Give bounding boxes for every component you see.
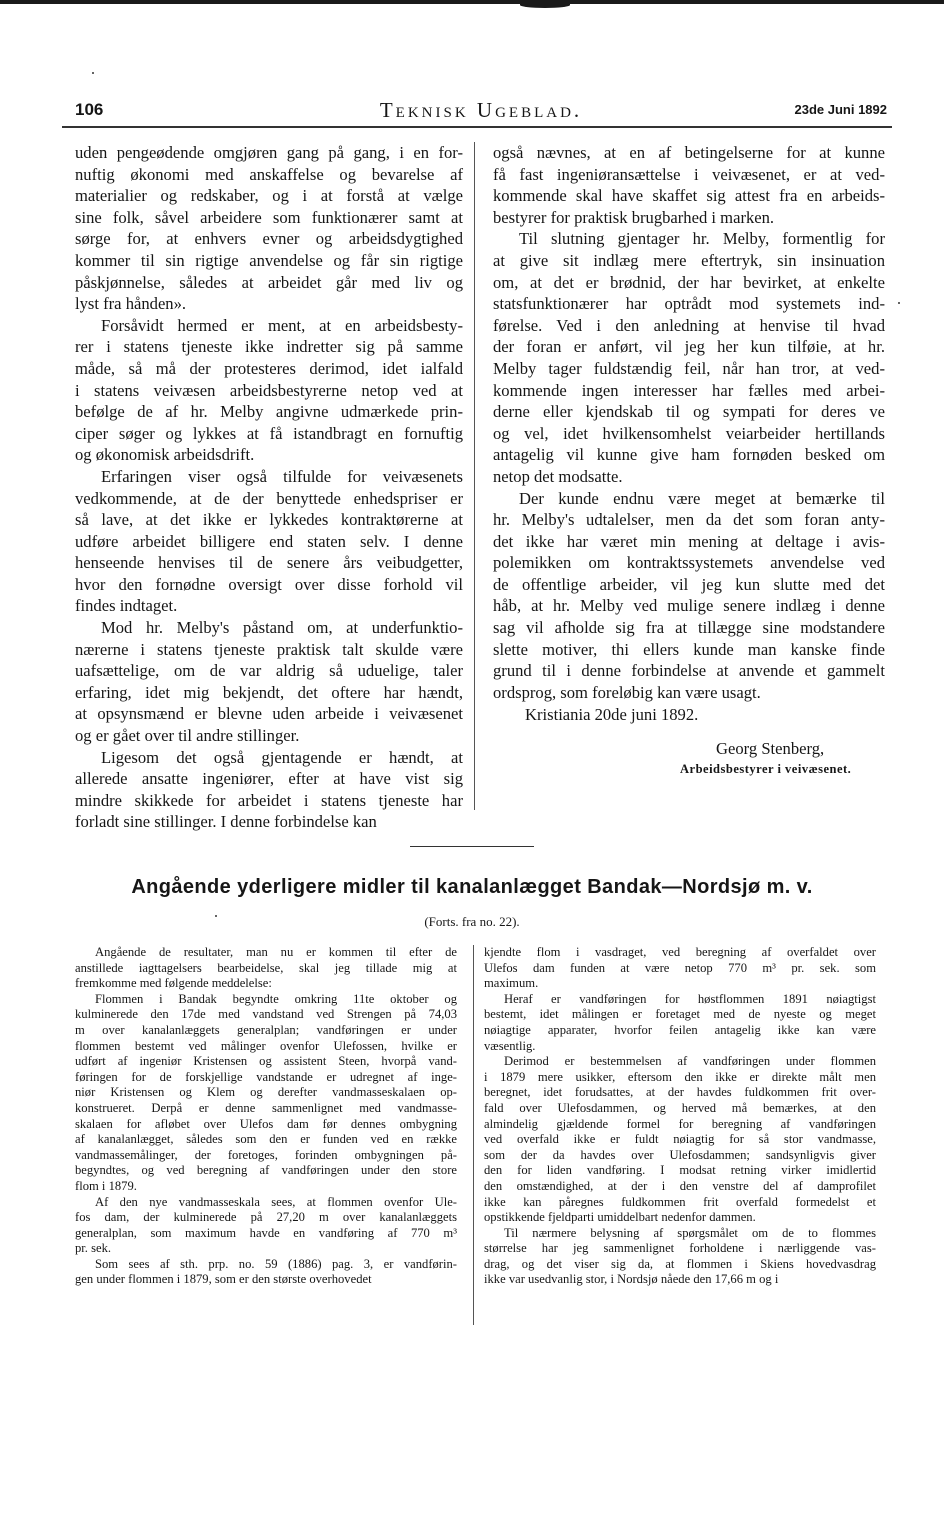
text-line: at opsynsmænd er blevne uden arbeide i veivæsenet: [75, 704, 463, 724]
paragraph: [484, 992, 876, 1054]
text-line: om, at det er brødnid, der har bevirket, at enkelte: [493, 272, 885, 292]
text-line: drag, og det viser sig da, at flommen i Skiens hovedvasdrag: [484, 1256, 876, 1271]
text-line: materialier og redskaber, og i at forstå at vælge: [75, 186, 463, 206]
text-line: Af den nye vandmasseskala sees, at flommen ovenfor Ule-: [95, 1194, 457, 1209]
text-line: grund til i denne forbindelse at anvende et gammelt: [493, 661, 885, 681]
paragraph: [75, 1257, 457, 1288]
text-line: førelse. Ved i den anledning at henvise til hvad: [493, 315, 885, 335]
text-line: sag vil afholde sig fra at tillægge sine modstandere: [493, 618, 885, 638]
text-line: allerede ansatte ingeniører, efter at have vist sig: [75, 769, 463, 789]
text-line: begyndtes, og ved beregning af vandføringen under den store: [75, 1163, 457, 1178]
author-signature: Georg Stenberg,: [716, 739, 825, 758]
text-line: Angående de resultater, man nu er kommen til efter de: [95, 945, 457, 959]
text-line: polemikken om kontraktssystemets anvendelse ved: [493, 553, 885, 573]
text-line: Melby tager fuldstændig feil, når han tror, at ved-: [493, 358, 885, 378]
paragraph: [75, 1195, 457, 1257]
scan-speck: [215, 915, 217, 917]
text-line: niør Kristensen og Klem og derefter vandmasseskalaen op-: [75, 1085, 457, 1100]
text-line: statsfunktionærer har optrådt mod systemets ind-: [493, 294, 885, 314]
scan-edge-top: [0, 0, 944, 4]
text-line: flommen bestemt ved målinger ovenfor Ulefossen, hvilke er: [75, 1038, 457, 1053]
text-line: Derimod er bestemmelsen af vandføringen under flommen: [504, 1054, 876, 1069]
text-line: befølge de af hr. Melby angivne udmærkede prin-: [75, 402, 463, 422]
text-line: føringen for de forskjellige vandstande er udregnet af inge-: [75, 1069, 457, 1084]
text-line: henseende henvises til de senere års veibudgetter,: [75, 553, 463, 573]
text-line: væsentlig.: [484, 1038, 536, 1053]
text-line: Mod hr. Melby's påstand om, at underfunktio-: [101, 618, 463, 638]
text-line: og er gået over til andre stillinger.: [75, 726, 300, 746]
text-line: kommende ingen interesser har fælles med arbei-: [493, 380, 885, 400]
text-line: hr. Melby's udtalelser, men da det som foran anty-: [493, 510, 885, 530]
text-line: hvor den fornødne oversigt over disse forhold vil: [75, 574, 463, 594]
text-line: måde, så må der protesteres derimod, idet ialfald: [75, 358, 463, 378]
text-line: vedkommende, at de der benyttede enhedspriser er: [75, 488, 463, 508]
text-line: konstrueret. Derpå er denne sammenlignet med vandmasse-: [75, 1100, 457, 1115]
paragraph: [75, 992, 457, 1195]
text-line: erfaring, idet mig bekjendt, det oftere har hændt,: [75, 682, 463, 702]
text-line: opstikkende fjeldparti umiddelbart nedenfor dammen.: [484, 1210, 756, 1225]
text-line: netop det modsatte.: [493, 466, 623, 486]
paragraph: [484, 1226, 876, 1288]
text-line: skalaen for afløbet over Ulefos dam før dennes ombygning: [75, 1116, 457, 1131]
text-line: Som sees af sth. prp. no. 59 (1886) pag. 3, er vandførin-: [95, 1256, 457, 1271]
text-line: Forsåvidt hermed er ment, at en arbeidsbesty-: [101, 315, 463, 335]
text-line: Til nærmere belysning af spørgsmålet om de to flommes: [504, 1225, 876, 1240]
text-line: bestyrer for praktisk brugbarhed i marken.: [493, 207, 775, 227]
text-line: findes indtaget.: [75, 596, 178, 616]
text-line: så lave, at det ikke er lykkedes kontraktørerne at: [75, 510, 463, 530]
paragraph: [75, 315, 463, 466]
text-line: de offentlige arbeider, vil jeg kun slutte med det: [493, 574, 885, 594]
text-line: kommer til sin rigtige anvendelse og får sin rigtige: [75, 250, 463, 270]
page-number: 106: [75, 100, 104, 119]
column-divider: [474, 142, 475, 810]
journal-title: Teknisk Ugeblad.: [379, 98, 583, 122]
text-line: det ikke har været min mening at deltage i avis-: [493, 531, 885, 551]
text-line: rer i statens tjeneste ikke indretter sig på samme: [75, 337, 463, 357]
text-line: Ulefos dam funden at være netop 770 m³ pr. sek. som: [484, 960, 876, 975]
text-line: Ligesom det også gjentagende er hændt, at: [101, 747, 463, 767]
place-date-line: Kristiania 20de juni 1892.: [525, 705, 699, 724]
text-line: bestemt, idet målingen er foretaget med de nyeste og meget: [484, 1007, 876, 1022]
text-line: også nævnes, at en af betingelserne for at kunne: [493, 143, 885, 162]
text-line: nærerne i statens tjeneste praktisk talt skulde være: [75, 639, 463, 659]
text-line: af kanalanlægget, således som den er funden ved en række: [75, 1132, 457, 1147]
text-line: uafsættelige, om de var aldrig så uduelige, taler: [75, 661, 463, 681]
text-line: vandmassemålinger, der foretoges, forinden ombygningen på-: [75, 1147, 457, 1162]
text-line: pr. sek.: [75, 1241, 112, 1256]
text-line: sine folk, såvel arbeidere som funktionærer samt at: [75, 207, 463, 227]
text-line: i 1879 mere usikker, eftersom den ikke er direkte målt men: [484, 1069, 876, 1084]
paragraph: [75, 945, 457, 992]
issue-date: 23de Juni 1892: [794, 102, 887, 117]
text-line: fald over Ulefosdammen, og herved må bemærkes, at den: [484, 1100, 876, 1115]
text-line: størrelse har jeg sammenlignet forholdene i nærliggende vas-: [484, 1241, 876, 1256]
scan-edge-notch: [520, 2, 570, 8]
text-line: ved overfald ikke er fuldt nøiagtig for så stor vandmasse,: [484, 1132, 876, 1147]
text-line: der foran er anført, vil jeg her kun tilføie, at hr.: [493, 337, 885, 357]
article2-left-column: [75, 945, 457, 1288]
text-line: kommende skal have skaffet sig attest fra en arbeids-: [493, 186, 885, 206]
text-line: håb, at hr. Melby ved mulige senere indlæg i denne: [493, 596, 885, 616]
article2-subtitle: (Forts. fra no. 22).: [424, 914, 520, 929]
text-line: gen under flommen i 1879, som er den største overhovedet: [75, 1272, 372, 1287]
text-line: uden pengeødende omgjøren gang på gang, i en for-: [75, 143, 463, 162]
text-line: nøiagtige apparater, hvorfor feilen antagelig ikke kan være: [484, 1022, 876, 1037]
paragraph: [75, 617, 463, 747]
header-rule: [62, 126, 892, 128]
text-line: generalplan, som maximum havde en vandføring af 770 m³: [75, 1225, 457, 1240]
text-line: og vel, idet hvilkensomhelst veiarbeider hertillands: [493, 423, 885, 443]
text-line: ikke var usedvanlig stor, i Nordsjø nåede den 17,66 m og i: [484, 1272, 779, 1287]
article2-right-column: [484, 945, 876, 1288]
text-line: udføre arbeidet billigere end staten selv. I denne: [75, 531, 463, 551]
text-line: Erfaringen viser også tilfulde for veivæsenets: [101, 466, 463, 486]
text-line: maximum.: [484, 976, 539, 991]
article1-right-column: [493, 142, 885, 703]
paragraph: [75, 466, 463, 617]
text-line: ordsprog, som foreløbig kan være usagt.: [493, 682, 761, 702]
column-divider: [473, 945, 474, 1325]
text-line: forladt sine stillinger. I denne forbindelse kan: [75, 812, 377, 832]
text-line: den omstændighed, at der i den venstre del af damprofilet: [484, 1178, 876, 1193]
paragraph: [75, 747, 463, 833]
text-line: beregnet, idet forudsattes, at der havdes fuldkommen frit over-: [484, 1085, 876, 1100]
text-line: Flommen i Bandak begyndte omkring 11te oktober og: [95, 991, 457, 1006]
paragraph: [493, 488, 885, 704]
paragraph: [484, 1054, 876, 1226]
page-header: [75, 96, 887, 126]
text-line: at give sit indlæg mere eftertryk, sin insinuation: [493, 250, 885, 270]
article2-title: Angående yderligere midler til kanalanlægget Bandak—Nordsjø m. v.: [131, 876, 813, 898]
text-line: ciper søger og lykkes at få istandbragt en fornuftig: [75, 423, 463, 443]
paragraph: [75, 142, 463, 315]
text-line: nuftig økonomi med anskaffelse og bevarelse af: [75, 164, 463, 184]
text-line: få fast ingeniøransættelse i veivæsenet, er at ved-: [493, 164, 885, 184]
author-title: Arbeidsbestyrer i veivæsenet.: [680, 762, 852, 776]
text-line: kjendte flom i vasdraget, ved beregning af overfaldet over: [484, 945, 876, 959]
text-line: påskjønnelse, således at arbeidet går med liv og: [75, 272, 463, 292]
text-line: fos dam, der kulminerede på 27,20 m over kanalanlæggets: [75, 1210, 457, 1225]
text-line: udført af ingeniør Kristensen og assistent Steen, hvorpå vand-: [75, 1054, 457, 1069]
text-line: flom i 1879.: [75, 1178, 137, 1193]
text-line: Heraf er vandføringen for høstflommen 1891 nøiagtigst: [504, 991, 876, 1006]
text-line: almindelig gjældende formel for beregning af vandføringen: [484, 1116, 876, 1131]
paragraph: [493, 142, 885, 228]
text-line: Til slutning gjentager hr. Melby, formentlig for: [519, 229, 885, 249]
text-line: og økonomisk arbeidsdrift.: [75, 445, 255, 465]
text-line: i statens veivæsen arbeidsbestyrerne netop ved at: [75, 380, 463, 400]
text-line: anstillede iagttagelsers bearbeidelse, skal jeg tillade mig at: [75, 960, 457, 975]
text-line: ikke kan påregnes fuldkommen frit overfald formedelst et: [484, 1194, 876, 1209]
text-line: fremkomme med følgende meddelelse:: [75, 976, 272, 991]
text-line: Der kunde endnu være meget at bemærke til: [519, 488, 885, 508]
paragraph: [493, 228, 885, 487]
text-line: den for liden vandføring. I modsat retning virker imidlertid: [484, 1163, 876, 1178]
text-line: derne eller kjendskab til og sympati for deres ve: [493, 402, 885, 422]
text-line: antagelig vil kunne give ham fornøden besked om: [493, 445, 885, 465]
text-line: lyst fra hånden».: [75, 294, 187, 314]
text-line: kulminerede den 17de med vandstand ved Strengen på 74,03: [75, 1007, 457, 1022]
scan-speck: [898, 302, 900, 304]
text-line: mindre skikkede for arbeidet i statens tjeneste har: [75, 790, 463, 810]
text-line: slette motiver, thi ellers kunde man kanske finde: [493, 639, 885, 659]
paragraph: [484, 945, 876, 992]
text-line: sørge for, at enhvers evner og arbeidsdygtighed: [75, 229, 463, 249]
text-line: som der da havdes over Ulefosdammen; sandsynligvis giver: [484, 1147, 876, 1162]
scan-speck: [92, 72, 94, 74]
section-divider: [410, 846, 534, 847]
text-line: m over kanalanlæggets generalplan; vandføringen er under: [75, 1022, 457, 1037]
article1-left-column: [75, 142, 463, 833]
